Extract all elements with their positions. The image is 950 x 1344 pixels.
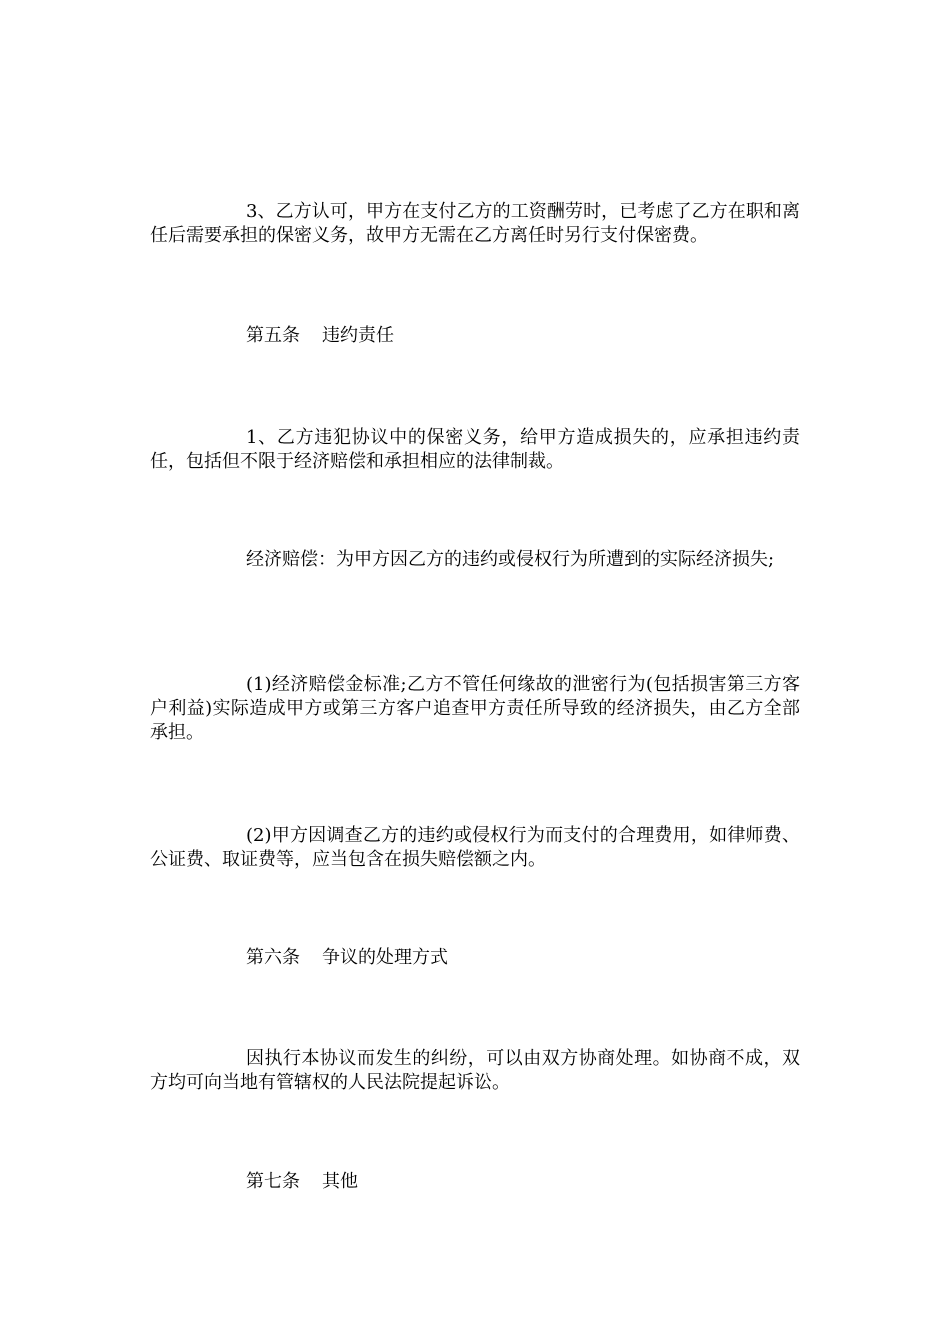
paragraph-confidentiality-fee: 3、乙方认可，甲方在支付乙方的工资酬劳时，已考虑了乙方在职和离任后需要承担的保密义务，故甲方无需在乙方离任时另行支付保密费。 (150, 201, 800, 246)
paragraph-compensation-standard: (1)经济赔偿金标准;乙方不管任何缘故的泄密行为(包括损害第三方客户利益)实际造成甲方或第三方客户追查甲方责任所导致的经济损失，由乙方全部承担。 (150, 674, 800, 743)
article-6-heading (246, 946, 448, 970)
paragraph-investigation-costs: (2)甲方因调查乙方的违约或侵权行为而支付的合理费用，如律师费、公证费、取证费等，应当包含在损失赔偿额之内。 (150, 825, 800, 870)
article-7-heading (246, 1170, 358, 1194)
paragraph-dispute-resolution: 因执行本协议而发生的纠纷，可以由双方协商处理。如协商不成，双方均可向当地有管辖权的人民法院提起诉讼。 (150, 1048, 800, 1093)
paragraph-economic-compensation: 经济赔偿：为甲方因乙方的违约或侵权行为所遭到的实际经济损失; (246, 549, 775, 570)
article-6-title: 争议的处理方式 (322, 947, 448, 968)
article-5-title: 违约责任 (322, 325, 394, 346)
article-6-number: 第六条 (246, 947, 300, 968)
paragraph-breach-liability: 1、乙方违犯协议中的保密义务，给甲方造成损失的，应承担违约责任，包括但不限于经济赔偿和承担相应的法律制裁。 (150, 427, 800, 472)
article-5-heading (246, 324, 394, 348)
article-7-title: 其他 (322, 1171, 358, 1192)
article-5-number: 第五条 (246, 325, 300, 346)
article-7-number: 第七条 (246, 1171, 300, 1192)
